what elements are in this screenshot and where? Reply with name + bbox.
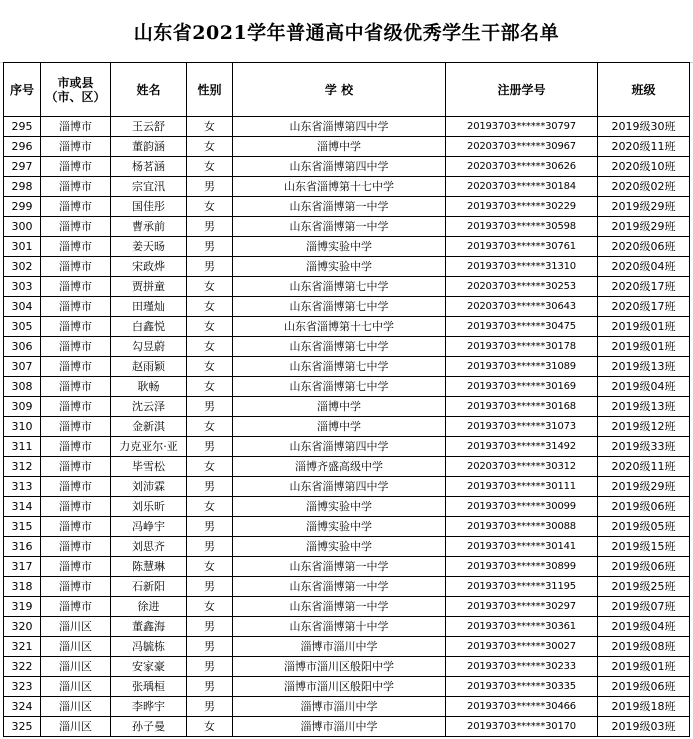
school-cell: 淄博中学 <box>233 137 446 157</box>
seq-cell: 324 <box>4 697 41 717</box>
table-row <box>4 317 690 337</box>
name-cell: 勾昱蔚 <box>111 337 187 357</box>
city-cell: 淄博市 <box>41 537 111 557</box>
class-cell: 2020级10班 <box>598 157 690 177</box>
reg-cell: 20193703******31073 <box>446 417 598 437</box>
header-school: 学 校 <box>233 63 446 117</box>
city-cell: 淄川区 <box>41 697 111 717</box>
school-cell: 山东省淄博第七中学 <box>233 277 446 297</box>
city-cell: 淄博市 <box>41 257 111 277</box>
gender-cell: 男 <box>187 217 233 237</box>
city-cell: 淄博市 <box>41 597 111 617</box>
table-row <box>4 677 690 697</box>
school-cell: 山东省淄博第一中学 <box>233 597 446 617</box>
seq-cell: 308 <box>4 377 41 397</box>
name-cell: 石新阳 <box>111 577 187 597</box>
reg-cell: 20203703******30253 <box>446 277 598 297</box>
gender-cell: 女 <box>187 717 233 737</box>
table-row <box>4 697 690 717</box>
school-cell: 山东省淄博第一中学 <box>233 577 446 597</box>
reg-cell: 20193703******30027 <box>446 637 598 657</box>
seq-cell: 298 <box>4 177 41 197</box>
gender-cell: 女 <box>187 277 233 297</box>
city-cell: 淄博市 <box>41 117 111 137</box>
reg-cell: 20193703******30111 <box>446 477 598 497</box>
seq-cell: 305 <box>4 317 41 337</box>
seq-cell: 297 <box>4 157 41 177</box>
reg-cell: 20193703******30335 <box>446 677 598 697</box>
name-cell: 刘沛霖 <box>111 477 187 497</box>
city-cell: 淄博市 <box>41 377 111 397</box>
seq-cell: 299 <box>4 197 41 217</box>
table-body <box>4 117 690 737</box>
gender-cell: 男 <box>187 437 233 457</box>
gender-cell: 男 <box>187 477 233 497</box>
table-row <box>4 537 690 557</box>
city-cell: 淄博市 <box>41 297 111 317</box>
seq-cell: 304 <box>4 297 41 317</box>
header-gender: 性别 <box>187 63 233 117</box>
reg-cell: 20203703******30184 <box>446 177 598 197</box>
name-cell: 李晔宇 <box>111 697 187 717</box>
name-cell: 耿畅 <box>111 377 187 397</box>
name-cell: 冯峥宇 <box>111 517 187 537</box>
gender-cell: 女 <box>187 417 233 437</box>
table-row <box>4 157 690 177</box>
class-cell: 2019级08班 <box>598 637 690 657</box>
school-cell: 山东省淄博第十七中学 <box>233 317 446 337</box>
city-cell: 淄博市 <box>41 337 111 357</box>
name-cell: 董韵涵 <box>111 137 187 157</box>
class-cell: 2020级02班 <box>598 177 690 197</box>
seq-cell: 312 <box>4 457 41 477</box>
table-row <box>4 277 690 297</box>
gender-cell: 男 <box>187 697 233 717</box>
seq-cell: 321 <box>4 637 41 657</box>
page-title: 山东省2021学年普通高中省级优秀学生干部名单 <box>133 21 560 44</box>
school-cell: 淄博中学 <box>233 417 446 437</box>
seq-cell: 315 <box>4 517 41 537</box>
class-cell: 2019级12班 <box>598 417 690 437</box>
class-cell: 2019级01班 <box>598 317 690 337</box>
city-cell: 淄博市 <box>41 417 111 437</box>
gender-cell: 女 <box>187 317 233 337</box>
seq-cell: 311 <box>4 437 41 457</box>
city-cell: 淄川区 <box>41 617 111 637</box>
school-cell: 山东省淄博第七中学 <box>233 357 446 377</box>
city-cell: 淄川区 <box>41 657 111 677</box>
reg-cell: 20203703******30967 <box>446 137 598 157</box>
class-cell: 2019级05班 <box>598 517 690 537</box>
class-cell: 2019级06班 <box>598 557 690 577</box>
class-cell: 2019级30班 <box>598 117 690 137</box>
class-cell: 2019级18班 <box>598 697 690 717</box>
name-cell: 刘思齐 <box>111 537 187 557</box>
seq-cell: 318 <box>4 577 41 597</box>
city-cell: 淄博市 <box>41 237 111 257</box>
header-name: 姓名 <box>111 63 187 117</box>
name-cell: 宗宜汛 <box>111 177 187 197</box>
reg-cell: 20193703******30168 <box>446 397 598 417</box>
school-cell: 山东省淄博第十中学 <box>233 617 446 637</box>
school-cell: 淄博实验中学 <box>233 257 446 277</box>
name-cell: 赵雨颖 <box>111 357 187 377</box>
seq-cell: 320 <box>4 617 41 637</box>
seq-cell: 302 <box>4 257 41 277</box>
school-cell: 淄博中学 <box>233 397 446 417</box>
header-class: 班级 <box>598 63 690 117</box>
table-row <box>4 437 690 457</box>
reg-cell: 20193703******30170 <box>446 717 598 737</box>
gender-cell: 女 <box>187 297 233 317</box>
reg-cell: 20193703******31089 <box>446 357 598 377</box>
table-row <box>4 457 690 477</box>
reg-cell: 20193703******31195 <box>446 577 598 597</box>
reg-cell: 20193703******30169 <box>446 377 598 397</box>
city-cell: 淄博市 <box>41 217 111 237</box>
reg-cell: 20193703******30229 <box>446 197 598 217</box>
seq-cell: 323 <box>4 677 41 697</box>
school-cell: 山东省淄博第十七中学 <box>233 177 446 197</box>
city-cell: 淄博市 <box>41 317 111 337</box>
name-cell: 刘乐昕 <box>111 497 187 517</box>
gender-cell: 女 <box>187 377 233 397</box>
seq-cell: 309 <box>4 397 41 417</box>
reg-cell: 20193703******30797 <box>446 117 598 137</box>
table-row <box>4 557 690 577</box>
school-cell: 山东省淄博第四中学 <box>233 437 446 457</box>
table-row <box>4 357 690 377</box>
gender-cell: 男 <box>187 177 233 197</box>
reg-cell: 20193703******30178 <box>446 337 598 357</box>
table-row <box>4 577 690 597</box>
seq-cell: 319 <box>4 597 41 617</box>
table-row <box>4 517 690 537</box>
reg-cell: 20193703******31310 <box>446 257 598 277</box>
class-cell: 2019级13班 <box>598 397 690 417</box>
school-cell: 山东省淄博第七中学 <box>233 297 446 317</box>
seq-cell: 295 <box>4 117 41 137</box>
school-cell: 山东省淄博第七中学 <box>233 377 446 397</box>
seq-cell: 316 <box>4 537 41 557</box>
class-cell: 2020级11班 <box>598 137 690 157</box>
table-row <box>4 417 690 437</box>
gender-cell: 男 <box>187 517 233 537</box>
gender-cell: 女 <box>187 197 233 217</box>
table-row <box>4 257 690 277</box>
gender-cell: 女 <box>187 597 233 617</box>
city-cell: 淄川区 <box>41 637 111 657</box>
city-cell: 淄博市 <box>41 177 111 197</box>
seq-cell: 303 <box>4 277 41 297</box>
city-cell: 淄博市 <box>41 197 111 217</box>
header-row <box>4 63 690 117</box>
seq-cell: 301 <box>4 237 41 257</box>
table-row <box>4 217 690 237</box>
name-cell: 田瑾灿 <box>111 297 187 317</box>
seq-cell: 314 <box>4 497 41 517</box>
reg-cell: 20193703******30297 <box>446 597 598 617</box>
reg-cell: 20193703******30233 <box>446 657 598 677</box>
reg-cell: 20193703******30761 <box>446 237 598 257</box>
school-cell: 山东省淄博第一中学 <box>233 557 446 577</box>
class-cell: 2020级04班 <box>598 257 690 277</box>
gender-cell: 女 <box>187 497 233 517</box>
reg-cell: 20203703******30626 <box>446 157 598 177</box>
reg-cell: 20193703******30141 <box>446 537 598 557</box>
table-row <box>4 477 690 497</box>
school-cell: 淄博市淄川中学 <box>233 717 446 737</box>
title-row <box>0 0 693 63</box>
name-cell: 王云舒 <box>111 117 187 137</box>
table-row <box>4 377 690 397</box>
gender-cell: 女 <box>187 337 233 357</box>
class-cell: 2020级06班 <box>598 237 690 257</box>
seq-cell: 296 <box>4 137 41 157</box>
name-cell: 姜天旸 <box>111 237 187 257</box>
gender-cell: 女 <box>187 357 233 377</box>
class-cell: 2020级17班 <box>598 277 690 297</box>
school-cell: 淄博市淄川中学 <box>233 697 446 717</box>
city-cell: 淄博市 <box>41 517 111 537</box>
city-cell: 淄川区 <box>41 717 111 737</box>
seq-cell: 306 <box>4 337 41 357</box>
gender-cell: 男 <box>187 657 233 677</box>
school-cell: 山东省淄博第一中学 <box>233 197 446 217</box>
class-cell: 2019级04班 <box>598 377 690 397</box>
table-row <box>4 137 690 157</box>
gender-cell: 男 <box>187 237 233 257</box>
name-cell: 陈慧琳 <box>111 557 187 577</box>
gender-cell: 男 <box>187 577 233 597</box>
gender-cell: 男 <box>187 257 233 277</box>
gender-cell: 女 <box>187 137 233 157</box>
seq-cell: 317 <box>4 557 41 577</box>
table-row <box>4 237 690 257</box>
reg-cell: 20193703******30598 <box>446 217 598 237</box>
school-cell: 淄博实验中学 <box>233 517 446 537</box>
name-cell: 力克亚尔·亚 <box>111 437 187 457</box>
city-cell: 淄博市 <box>41 477 111 497</box>
name-cell: 曹承前 <box>111 217 187 237</box>
seq-cell: 300 <box>4 217 41 237</box>
name-cell: 沈云泽 <box>111 397 187 417</box>
class-cell: 2019级29班 <box>598 217 690 237</box>
city-cell: 淄博市 <box>41 277 111 297</box>
class-cell: 2019级33班 <box>598 437 690 457</box>
reg-cell: 20203703******30312 <box>446 457 598 477</box>
gender-cell: 男 <box>187 637 233 657</box>
class-cell: 2019级29班 <box>598 197 690 217</box>
school-cell: 淄博市淄川中学 <box>233 637 446 657</box>
school-cell: 山东省淄博第七中学 <box>233 337 446 357</box>
name-cell: 宋政烨 <box>111 257 187 277</box>
seq-cell: 325 <box>4 717 41 737</box>
name-cell: 白鑫悦 <box>111 317 187 337</box>
gender-cell: 女 <box>187 557 233 577</box>
header-city: 市或县（市、区） <box>41 63 111 117</box>
table-row <box>4 717 690 737</box>
gender-cell: 男 <box>187 537 233 557</box>
city-cell: 淄川区 <box>41 677 111 697</box>
city-cell: 淄博市 <box>41 557 111 577</box>
table-row <box>4 497 690 517</box>
school-cell: 淄博实验中学 <box>233 237 446 257</box>
header-reg: 注册学号 <box>446 63 598 117</box>
reg-cell: 20193703******30475 <box>446 317 598 337</box>
reg-cell: 20203703******30643 <box>446 297 598 317</box>
class-cell: 2019级15班 <box>598 537 690 557</box>
student-table <box>3 62 690 737</box>
reg-cell: 20193703******30466 <box>446 697 598 717</box>
name-cell: 杨茗涵 <box>111 157 187 177</box>
school-cell: 山东省淄博第四中学 <box>233 117 446 137</box>
seq-cell: 313 <box>4 477 41 497</box>
name-cell: 贾拼童 <box>111 277 187 297</box>
class-cell: 2019级03班 <box>598 717 690 737</box>
class-cell: 2020级11班 <box>598 457 690 477</box>
header-seq: 序号 <box>4 63 41 117</box>
city-cell: 淄博市 <box>41 137 111 157</box>
class-cell: 2020级17班 <box>598 297 690 317</box>
reg-cell: 20193703******30099 <box>446 497 598 517</box>
seq-cell: 310 <box>4 417 41 437</box>
school-cell: 淄博市淄川区般阳中学 <box>233 657 446 677</box>
gender-cell: 女 <box>187 457 233 477</box>
class-cell: 2019级25班 <box>598 577 690 597</box>
school-cell: 淄博市淄川区般阳中学 <box>233 677 446 697</box>
table-row <box>4 117 690 137</box>
school-cell: 淄博实验中学 <box>233 537 446 557</box>
name-cell: 国佳彤 <box>111 197 187 217</box>
name-cell: 孙子曼 <box>111 717 187 737</box>
class-cell: 2019级04班 <box>598 617 690 637</box>
table-row <box>4 337 690 357</box>
school-cell: 淄博齐盛高级中学 <box>233 457 446 477</box>
school-cell: 山东省淄博第四中学 <box>233 477 446 497</box>
name-cell: 徐进 <box>111 597 187 617</box>
reg-cell: 20193703******30361 <box>446 617 598 637</box>
name-cell: 董鑫海 <box>111 617 187 637</box>
class-cell: 2019级01班 <box>598 657 690 677</box>
gender-cell: 男 <box>187 617 233 637</box>
school-cell: 山东省淄博第一中学 <box>233 217 446 237</box>
class-cell: 2019级06班 <box>598 497 690 517</box>
school-cell: 淄博实验中学 <box>233 497 446 517</box>
name-cell: 毕雪松 <box>111 457 187 477</box>
city-cell: 淄博市 <box>41 457 111 477</box>
school-cell: 山东省淄博第四中学 <box>233 157 446 177</box>
name-cell: 张瑀桓 <box>111 677 187 697</box>
class-cell: 2019级29班 <box>598 477 690 497</box>
city-cell: 淄博市 <box>41 577 111 597</box>
table-row <box>4 297 690 317</box>
gender-cell: 女 <box>187 157 233 177</box>
reg-cell: 20193703******31492 <box>446 437 598 457</box>
gender-cell: 男 <box>187 397 233 417</box>
city-cell: 淄博市 <box>41 157 111 177</box>
gender-cell: 女 <box>187 117 233 137</box>
gender-cell: 男 <box>187 677 233 697</box>
city-cell: 淄博市 <box>41 397 111 417</box>
name-cell: 金新淇 <box>111 417 187 437</box>
name-cell: 安家豪 <box>111 657 187 677</box>
table-row <box>4 597 690 617</box>
city-cell: 淄博市 <box>41 357 111 377</box>
table-row <box>4 177 690 197</box>
seq-cell: 307 <box>4 357 41 377</box>
table-row <box>4 397 690 417</box>
city-cell: 淄博市 <box>41 497 111 517</box>
name-cell: 冯毓栋 <box>111 637 187 657</box>
table-row <box>4 197 690 217</box>
table-row <box>4 637 690 657</box>
reg-cell: 20193703******30899 <box>446 557 598 577</box>
seq-cell: 322 <box>4 657 41 677</box>
class-cell: 2019级07班 <box>598 597 690 617</box>
class-cell: 2019级06班 <box>598 677 690 697</box>
reg-cell: 20193703******30088 <box>446 517 598 537</box>
table-row <box>4 617 690 637</box>
table-row <box>4 657 690 677</box>
class-cell: 2019级13班 <box>598 357 690 377</box>
class-cell: 2019级01班 <box>598 337 690 357</box>
city-cell: 淄博市 <box>41 437 111 457</box>
